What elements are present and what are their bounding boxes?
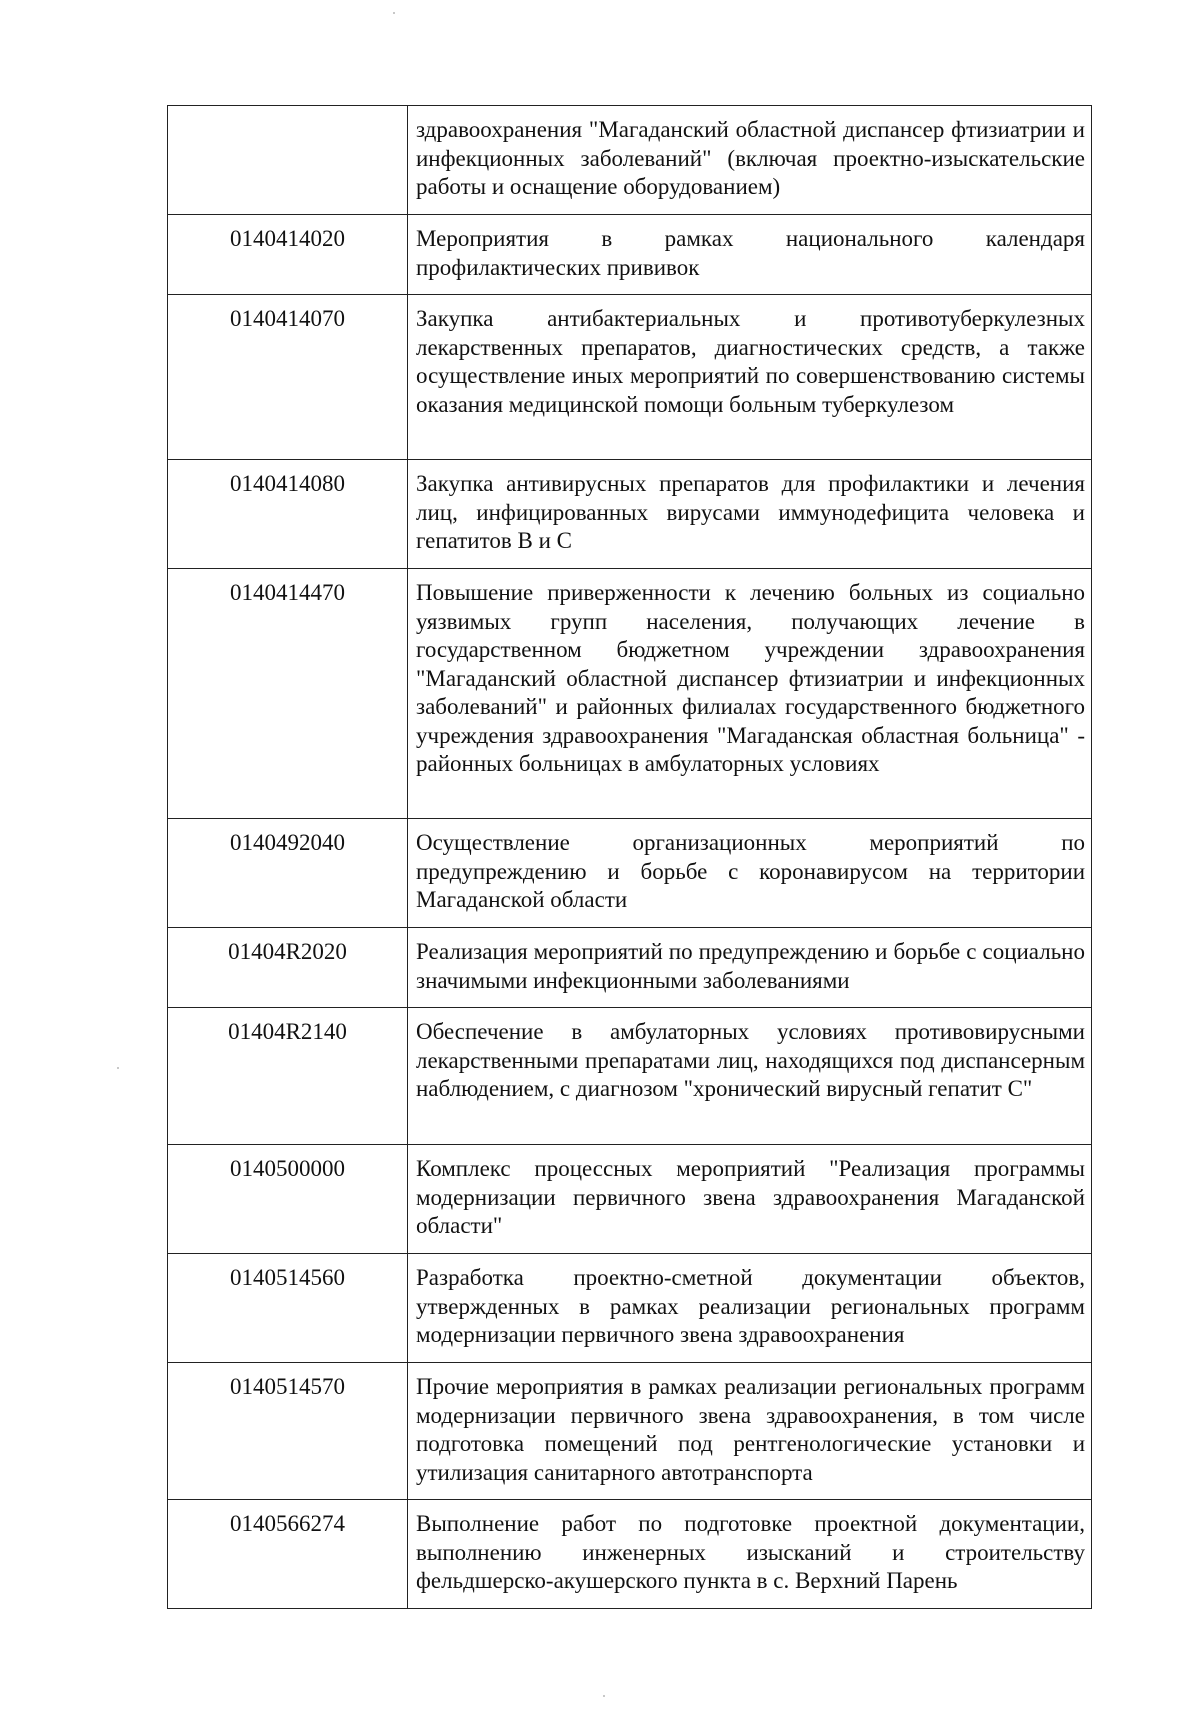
code-cell: 0140414470: [168, 569, 408, 819]
table-row: [168, 1008, 1092, 1145]
table-row: [168, 928, 1092, 1008]
scan-speck: [117, 1067, 119, 1069]
table-row: [168, 1254, 1092, 1363]
table-row: [168, 106, 1092, 215]
code-cell: [168, 106, 408, 215]
code-cell: 0140414070: [168, 295, 408, 460]
description-cell: Осуществление организационных мероприятий по предупреждению и борьбе с коронавирусом на территории Магаданской области: [408, 819, 1092, 928]
code-cell: 01404R2020: [168, 928, 408, 1008]
description-cell: Закупка антивирусных препаратов для профилактики и лечения лиц, инфицированных вирусами иммунодефицита человека и гепатитов В и С: [408, 460, 1092, 569]
table-row: [168, 1145, 1092, 1254]
code-cell: 0140414080: [168, 460, 408, 569]
description-cell: Закупка антибактериальных и противотуберкулезных лекарственных препаратов, диагностических средств, а также осуществление иных мероприятий по совершенствованию системы оказания медицинской помощи больным туберкулезом: [408, 295, 1092, 460]
description-cell: здравоохранения "Магаданский областной диспансер фтизиатрии и инфекционных заболеваний" (включая проектно-изыскательские работы и оснащение оборудованием): [408, 106, 1092, 215]
code-cell: 0140514560: [168, 1254, 408, 1363]
code-cell: 0140492040: [168, 819, 408, 928]
scan-speck: [603, 1695, 605, 1697]
code-cell: 0140500000: [168, 1145, 408, 1254]
description-cell: Комплекс процессных мероприятий "Реализация программы модернизации первичного звена здравоохранения Магаданской области": [408, 1145, 1092, 1254]
code-cell: 0140414020: [168, 215, 408, 295]
description-cell: Реализация мероприятий по предупреждению и борьбе с социально значимыми инфекционными заболеваниями: [408, 928, 1092, 1008]
description-cell: Мероприятия в рамках национального календаря профилактических прививок: [408, 215, 1092, 295]
table-row: [168, 1363, 1092, 1500]
code-cell: 0140514570: [168, 1363, 408, 1500]
table-row: [168, 460, 1092, 569]
description-cell: Повышение приверженности к лечению больных из социально уязвимых групп населения, получающих лечение в государственном бюджетном учреждении здравоохранения "Магаданский областной диспансер фтизиатрии и инфекционных заболеваний" и районных филиалах государственного бюджетного учреждения здравоохранения "Магаданская областная больница" - районных больницах в амбулаторных условиях: [408, 569, 1092, 819]
table-row: [168, 1500, 1092, 1609]
budget-code-table: [167, 105, 1092, 1609]
description-cell: Обеспечение в амбулаторных условиях противовирусными лекарственными препаратами лиц, находящихся под диспансерным наблюдением, с диагнозом "хронический вирусный гепатит С": [408, 1008, 1092, 1145]
table-row: [168, 569, 1092, 819]
description-cell: Прочие мероприятия в рамках реализации региональных программ модернизации первичного звена здравоохранения, в том числе подготовка помещений под рентгенологические установки и утилизация санитарного автотранспорта: [408, 1363, 1092, 1500]
scan-speck: [393, 12, 395, 14]
code-cell: 0140566274: [168, 1500, 408, 1609]
table-row: [168, 215, 1092, 295]
description-cell: Выполнение работ по подготовке проектной документации, выполнению инженерных изысканий и строительству фельдшерско-акушерского пункта в с. Верхний Парень: [408, 1500, 1092, 1609]
description-cell: Разработка проектно-сметной документации объектов, утвержденных в рамках реализации региональных программ модернизации первичного звена здравоохранения: [408, 1254, 1092, 1363]
table-row: [168, 295, 1092, 460]
code-cell: 01404R2140: [168, 1008, 408, 1145]
table-row: [168, 819, 1092, 928]
